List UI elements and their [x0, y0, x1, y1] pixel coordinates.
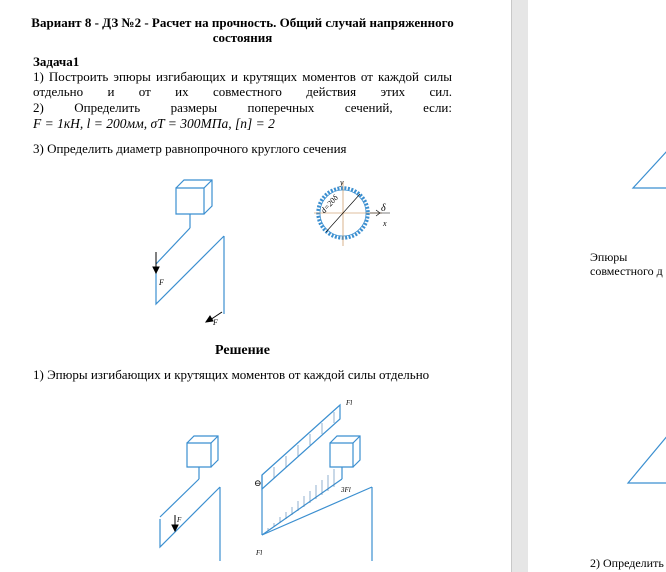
- moment-label-3fl: 3Fl: [341, 486, 351, 494]
- diameter-label: d=20δ: [319, 193, 340, 216]
- right-triangle-bottom: [623, 425, 666, 495]
- axis-y-label: y: [340, 178, 344, 187]
- minus-sign: ⊖: [254, 478, 262, 488]
- task-item-3: 3) Определить диаметр равнопрочного круглого сечения: [33, 141, 347, 156]
- document-title: Вариант 8 - ДЗ №2 - Расчет на прочность. Общий случай напряженного состояния: [31, 15, 454, 45]
- force-label-3: F: [177, 516, 182, 524]
- task-heading: Задача1: [33, 54, 80, 69]
- moment-diagram: [150, 395, 390, 565]
- right-text-line2: совместного д: [590, 264, 663, 278]
- task-formula: F = 1кН, l = 200мм, σT = 300МПа, [n] = 2: [33, 116, 275, 131]
- force-label-2: F: [213, 318, 218, 327]
- force-label-1: F: [159, 278, 164, 287]
- moment-label-fl-top: Fl: [346, 399, 353, 407]
- frame-diagram: [140, 170, 270, 330]
- right-text-bottom: 2) Определить: [590, 556, 664, 570]
- document-page-right: [528, 0, 666, 572]
- axis-x-label: x: [383, 219, 387, 228]
- delta-label: δ: [381, 203, 386, 214]
- task-item-1: 1) Построить эпюры изгибающих и крутящих моментов от каждой силы отдельно и от их совместного действия этих сил.: [33, 69, 452, 99]
- right-text-line1: Эпюры: [590, 250, 628, 264]
- page-gap: [512, 0, 528, 572]
- task-item-2: 2) Определить размеры поперечных сечений, если:: [33, 100, 452, 115]
- moment-label-fl-bottom: Fl: [256, 549, 263, 557]
- solution-heading: Решение: [215, 343, 270, 358]
- right-triangle-top: [628, 140, 666, 200]
- tube-section-diagram: [310, 180, 400, 250]
- solution-item-1: 1) Эпюры изгибающих и крутящих моментов от каждой силы отдельно: [33, 367, 430, 382]
